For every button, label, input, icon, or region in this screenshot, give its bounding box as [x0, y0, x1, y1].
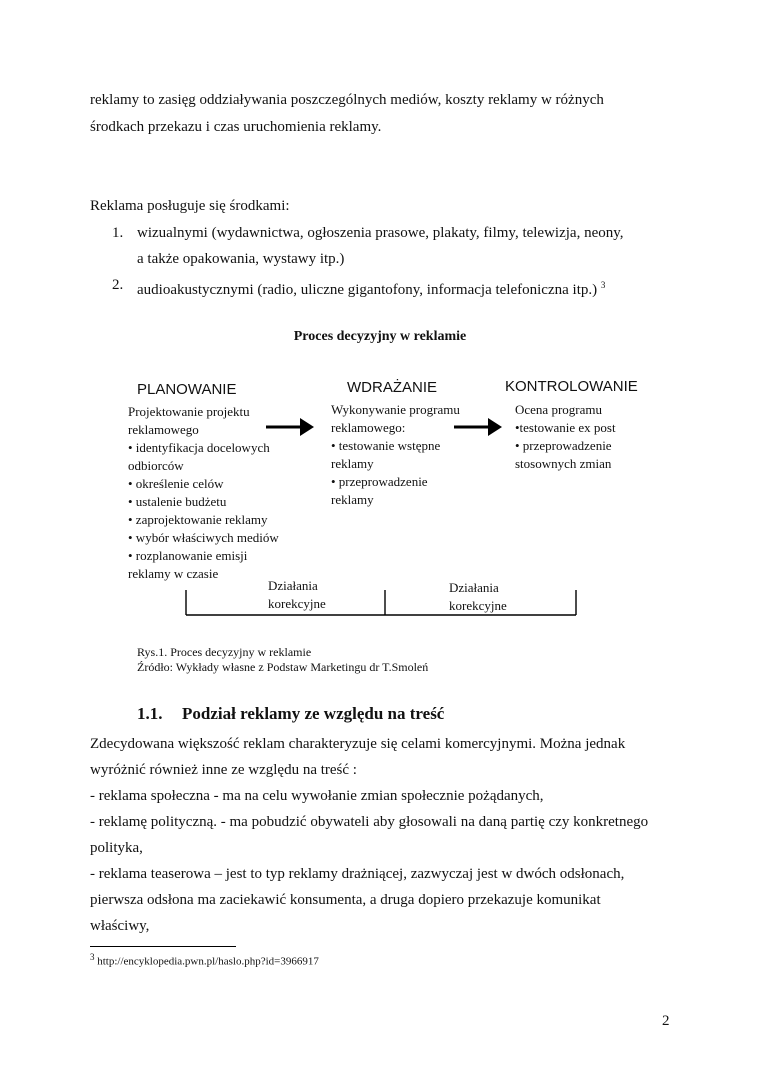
body-line: właściwy, — [90, 918, 150, 934]
footnote-mark: 3 — [90, 952, 95, 962]
stage-line: • identyfikacja docelowych — [128, 440, 270, 455]
corrective-line: Działania — [449, 580, 499, 595]
list-item-text-body: audioakustycznymi (radio, uliczne gigantofony, informacja telefoniczna itp.) — [137, 282, 598, 298]
figure-source: Źródło: Wykłady własne z Podstaw Marketingu dr T.Smoleń — [137, 660, 429, 674]
stage-line: • testowanie wstępne — [331, 438, 441, 453]
corrective-actions-label — [449, 579, 507, 615]
corrective-line: korekcyjne — [268, 596, 326, 611]
corrective-line: korekcyjne — [449, 598, 507, 613]
list-item-text — [137, 272, 605, 303]
footnote — [90, 952, 319, 968]
body-line: - reklamę polityczną. - ma pobudzić obywateli aby głosowali na daną partię czy konkretnego — [90, 814, 649, 830]
body-line: polityka, — [90, 840, 143, 856]
stage-heading-wdrazanie: WDRAŻANIE — [347, 379, 437, 396]
footnote-link[interactable]: http://encyklopedia.pwn.pl/haslo.php?id=3966917 — [97, 955, 319, 968]
section-title: Podział reklamy ze względu na treść — [182, 704, 445, 723]
body-line: - reklama społeczna - ma na celu wywołanie zmian społecznie pożądanych, — [90, 788, 544, 804]
body-line: pierwsza odsłona ma zaciekawić konsumenta, a druga dopiero przekazuje komunikat — [90, 892, 601, 908]
stage-description-wdrazanie — [331, 401, 460, 509]
figure-title: Proces decyzyjny w reklamie — [293, 329, 467, 344]
means-lead: Reklama posługuje się środkami: — [90, 198, 290, 214]
stage-heading-planowanie: PLANOWANIE — [137, 381, 237, 398]
stage-line: • ustalenie budżetu — [128, 494, 227, 509]
stage-line: • wybór właściwych mediów — [128, 530, 279, 545]
stage-line: • przeprowadzenie — [515, 438, 612, 453]
list-item-number: 1. — [112, 225, 124, 241]
stage-line: reklamy — [331, 492, 374, 507]
corrective-actions-label — [268, 577, 326, 613]
list-item-text: wizualnymi (wydawnictwa, ogłoszenia prasowe, plakaty, filmy, telewizja, neony, — [137, 225, 624, 241]
stage-line: • określenie celów — [128, 476, 224, 491]
list-item-text-continued: a także opakowania, wystawy itp.) — [137, 251, 345, 267]
body-line: wyróżnić również inne ze względu na treść : — [90, 762, 357, 778]
intro-line-2: środkach przekazu i czas uruchomienia reklamy. — [90, 119, 382, 135]
stage-heading-kontrolowanie: KONTROLOWANIE — [505, 378, 638, 395]
stage-line: Projektowanie projektu — [128, 404, 250, 419]
section-number: 1.1. — [137, 704, 163, 723]
corrective-line: Działania — [268, 578, 318, 593]
stage-line: Wykonywanie programu — [331, 402, 460, 417]
body-line: Zdecydowana większość reklam charakteryzuje się celami komercyjnymi. Można jednak — [90, 736, 626, 752]
body-line: - reklama teaserowa – jest to typ reklamy drażniącej, zazwyczaj jest w dwóch odsłonach, — [90, 866, 625, 882]
list-item-number: 2. — [112, 277, 124, 293]
stage-line: reklamy — [331, 456, 374, 471]
stage-line: • rozplanowanie emisji — [128, 548, 248, 563]
stage-line: • zaprojektowanie reklamy — [128, 512, 268, 527]
stage-line: reklamowego — [128, 422, 199, 437]
stage-line: • przeprowadzenie — [331, 474, 428, 489]
arrow-right-icon — [452, 414, 504, 440]
stage-line: odbiorców — [128, 458, 184, 473]
footnote-reference[interactable]: 3 — [600, 280, 606, 290]
corrective-actions-bracket — [180, 588, 580, 618]
arrow-right-icon — [264, 414, 316, 440]
stage-description-kontrolowanie — [515, 401, 616, 473]
intro-line-1: reklamy to zasięg oddziaływania poszczególnych mediów, koszty reklamy w różnych — [90, 92, 604, 108]
stage-line: stosownych zmian — [515, 456, 612, 471]
figure-caption: Rys.1. Proces decyzyjny w reklamie — [137, 645, 312, 659]
stage-description-planowanie — [128, 403, 279, 583]
page-number: 2 — [662, 1013, 670, 1029]
stage-line: reklamowego: — [331, 420, 406, 435]
stage-line: Ocena programu — [515, 402, 602, 417]
stage-line: reklamy w czasie — [128, 566, 219, 581]
stage-line: •testowanie ex post — [515, 420, 616, 435]
footnote-separator — [90, 946, 236, 947]
